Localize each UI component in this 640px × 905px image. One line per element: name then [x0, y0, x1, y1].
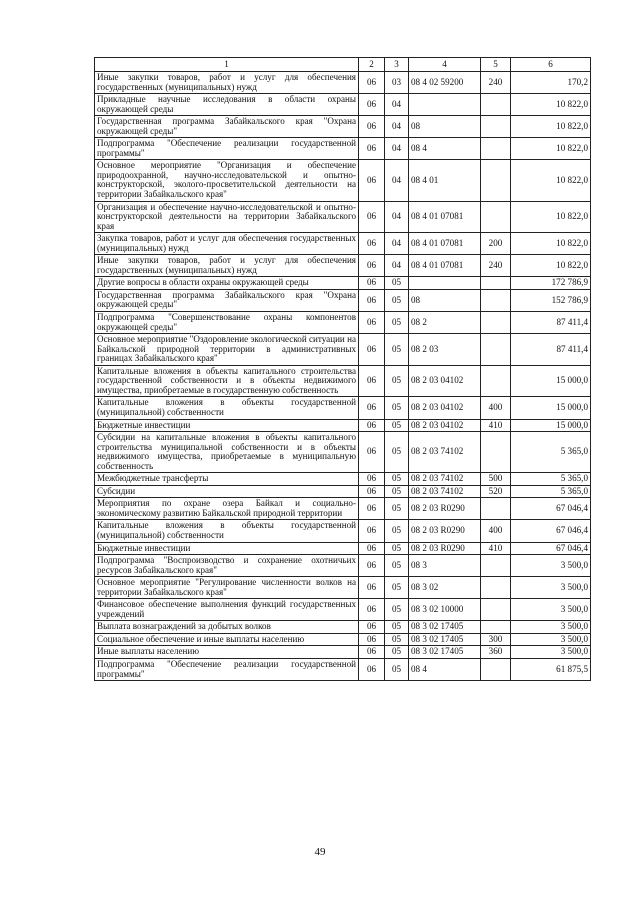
cell-rz: 06: [359, 72, 385, 94]
cell-vr: [481, 312, 511, 334]
cell-name: Бюджетные инвестиции: [95, 542, 359, 555]
cell-vr: 240: [481, 72, 511, 94]
table-row: [95, 277, 591, 290]
cell-csr: 08 3 02 17405: [409, 633, 481, 646]
cell-csr: 08 2 03 R0290: [409, 498, 481, 520]
cell-rz: 06: [359, 255, 385, 277]
cell-pr: 05: [385, 599, 409, 621]
cell-vr: [481, 116, 511, 138]
budget-table: [94, 57, 591, 681]
cell-name: Организация и обеспечение научно-исследовательской и опытно-конструкторской деятельности на территории Забайкальского края: [95, 201, 359, 233]
header-cell-rz: 2: [359, 58, 385, 72]
cell-csr: 08 2 03 R0290: [409, 542, 481, 555]
table-row: [95, 72, 591, 94]
cell-pr: 03: [385, 72, 409, 94]
cell-vr: 360: [481, 646, 511, 659]
cell-csr: 08: [409, 289, 481, 311]
cell-sum: 10 822,0: [511, 233, 591, 255]
table-row: [95, 116, 591, 138]
cell-sum: 10 822,0: [511, 201, 591, 233]
cell-sum: 10 822,0: [511, 94, 591, 116]
cell-csr: 08 2: [409, 312, 481, 334]
cell-vr: 410: [481, 542, 511, 555]
cell-pr: 05: [385, 658, 409, 680]
cell-vr: [481, 498, 511, 520]
cell-vr: [481, 201, 511, 233]
cell-pr: 04: [385, 94, 409, 116]
table-row: [95, 577, 591, 599]
cell-csr: 08 2 03 74102: [409, 485, 481, 498]
cell-rz: 06: [359, 577, 385, 599]
cell-name: Закупка товаров, работ и услуг для обеспечения государственных (муниципальных) нужд: [95, 233, 359, 255]
cell-pr: 05: [385, 485, 409, 498]
table-row: [95, 419, 591, 432]
cell-csr: 08 4 01 07081: [409, 201, 481, 233]
cell-vr: 410: [481, 419, 511, 432]
cell-sum: 61 875,5: [511, 658, 591, 680]
cell-sum: 3 500,0: [511, 555, 591, 577]
cell-pr: 05: [385, 633, 409, 646]
cell-csr: [409, 94, 481, 116]
cell-name: Капитальные вложения в объекты государственной (муниципальной) собственности: [95, 520, 359, 542]
cell-name: Подпрограмма "Совершенствование охраны компонентов окружающей среды": [95, 312, 359, 334]
cell-name: Выплата вознаграждений за добытых волков: [95, 621, 359, 634]
cell-sum: 152 786,9: [511, 289, 591, 311]
cell-name: Субсидии: [95, 485, 359, 498]
cell-vr: 400: [481, 397, 511, 419]
cell-sum: 5 365,0: [511, 432, 591, 473]
table-row: [95, 201, 591, 233]
cell-name: Другие вопросы в области охраны окружающей среды: [95, 277, 359, 290]
cell-rz: 06: [359, 365, 385, 397]
cell-rz: 06: [359, 334, 385, 366]
cell-sum: 10 822,0: [511, 138, 591, 160]
cell-sum: 15 000,0: [511, 419, 591, 432]
cell-csr: 08: [409, 116, 481, 138]
cell-csr: 08 2 03: [409, 334, 481, 366]
cell-vr: 500: [481, 473, 511, 486]
cell-rz: 06: [359, 233, 385, 255]
cell-rz: 06: [359, 646, 385, 659]
table-row: [95, 473, 591, 486]
cell-vr: [481, 432, 511, 473]
cell-vr: [481, 577, 511, 599]
cell-vr: 520: [481, 485, 511, 498]
header-cell-sum: 6: [511, 58, 591, 72]
cell-rz: 06: [359, 599, 385, 621]
header-cell-name: 1: [95, 58, 359, 72]
cell-rz: 06: [359, 658, 385, 680]
cell-vr: [481, 94, 511, 116]
cell-name: Подпрограмма "Обеспечение реализации государственной программы": [95, 658, 359, 680]
cell-csr: 08 3 02 10000: [409, 599, 481, 621]
page-number: 49: [314, 846, 326, 858]
cell-pr: 05: [385, 397, 409, 419]
cell-vr: [481, 621, 511, 634]
cell-sum: 3 500,0: [511, 621, 591, 634]
table-row: [95, 520, 591, 542]
table-row: [95, 397, 591, 419]
cell-sum: 10 822,0: [511, 255, 591, 277]
cell-csr: 08 4 02 59200: [409, 72, 481, 94]
table-row: [95, 621, 591, 634]
cell-name: Подпрограмма "Воспроизводство и сохранение охотничьих ресурсов Забайкальского края": [95, 555, 359, 577]
cell-name: Бюджетные инвестиции: [95, 419, 359, 432]
table-row: [95, 599, 591, 621]
cell-csr: 08 2 03 04102: [409, 365, 481, 397]
cell-rz: 06: [359, 498, 385, 520]
cell-sum: 10 822,0: [511, 160, 591, 201]
table-row: [95, 498, 591, 520]
cell-rz: 06: [359, 520, 385, 542]
cell-vr: [481, 289, 511, 311]
cell-csr: 08 3: [409, 555, 481, 577]
cell-name: Финансовое обеспечение выполнения функций государственных учреждений: [95, 599, 359, 621]
table-row: [95, 646, 591, 659]
cell-sum: 5 365,0: [511, 473, 591, 486]
cell-rz: 06: [359, 138, 385, 160]
cell-name: Иные закупки товаров, работ и услуг для обеспечения государственных (муниципальных) нужд: [95, 72, 359, 94]
cell-pr: 05: [385, 334, 409, 366]
table-row: [95, 160, 591, 201]
cell-vr: [481, 277, 511, 290]
cell-vr: [481, 599, 511, 621]
cell-vr: [481, 365, 511, 397]
cell-pr: 05: [385, 577, 409, 599]
cell-csr: 08 4: [409, 138, 481, 160]
cell-sum: 87 411,4: [511, 334, 591, 366]
cell-sum: 10 822,0: [511, 116, 591, 138]
cell-name: Основное мероприятие "Организация и обеспечение природоохранной, научно-исследовательской и опытно-конструкторской, эколого-просветительской деятельности на территории Забайкальского края": [95, 160, 359, 201]
table-row: [95, 658, 591, 680]
cell-pr: 05: [385, 473, 409, 486]
cell-name: Капитальные вложения в объекты государственной (муниципальной) собственности: [95, 397, 359, 419]
cell-sum: 67 046,4: [511, 520, 591, 542]
cell-vr: [481, 334, 511, 366]
cell-sum: 172 786,9: [511, 277, 591, 290]
header-row: [95, 58, 591, 72]
cell-csr: 08 3 02 17405: [409, 621, 481, 634]
cell-vr: [481, 658, 511, 680]
cell-pr: 04: [385, 201, 409, 233]
cell-rz: 06: [359, 419, 385, 432]
cell-vr: [481, 138, 511, 160]
cell-pr: 05: [385, 289, 409, 311]
cell-sum: 67 046,4: [511, 498, 591, 520]
cell-csr: 08 2 03 74102: [409, 432, 481, 473]
table-row: [95, 365, 591, 397]
cell-csr: 08 4 01 07081: [409, 233, 481, 255]
cell-vr: 240: [481, 255, 511, 277]
cell-name: Субсидии на капитальные вложения в объекты капитального строительства муниципальной собственности и в объекты недвижимого имущества, приобретаемые в муниципальную собственность: [95, 432, 359, 473]
cell-csr: 08 4 01: [409, 160, 481, 201]
cell-csr: 08 2 03 04102: [409, 397, 481, 419]
cell-rz: 06: [359, 160, 385, 201]
cell-pr: 05: [385, 621, 409, 634]
table-row: [95, 485, 591, 498]
cell-pr: 05: [385, 646, 409, 659]
cell-vr: [481, 160, 511, 201]
table-row: [95, 94, 591, 116]
cell-csr: 08 4: [409, 658, 481, 680]
table-row: [95, 334, 591, 366]
cell-sum: 3 500,0: [511, 633, 591, 646]
cell-pr: 05: [385, 520, 409, 542]
cell-pr: 05: [385, 555, 409, 577]
cell-sum: 170,2: [511, 72, 591, 94]
cell-name: Государственная программа Забайкальского края "Охрана окружающей среды": [95, 289, 359, 311]
table-body: [95, 72, 591, 681]
cell-pr: 05: [385, 542, 409, 555]
header-cell-pr: 3: [385, 58, 409, 72]
cell-csr: 08 2 03 04102: [409, 419, 481, 432]
cell-rz: 06: [359, 201, 385, 233]
cell-name: Прикладные научные исследования в области охраны окружающей среды: [95, 94, 359, 116]
table-row: [95, 255, 591, 277]
cell-vr: 300: [481, 633, 511, 646]
cell-rz: 06: [359, 312, 385, 334]
cell-pr: 04: [385, 138, 409, 160]
cell-sum: 87 411,4: [511, 312, 591, 334]
header-cell-csr: 4: [409, 58, 481, 72]
cell-name: Подпрограмма "Обеспечение реализации государственной программы": [95, 138, 359, 160]
cell-sum: 15 000,0: [511, 397, 591, 419]
table-row: [95, 312, 591, 334]
cell-rz: 06: [359, 277, 385, 290]
cell-csr: 08 2 03 74102: [409, 473, 481, 486]
table-row: [95, 633, 591, 646]
cell-name: Социальное обеспечение и иные выплаты населению: [95, 633, 359, 646]
cell-rz: 06: [359, 432, 385, 473]
cell-pr: 04: [385, 233, 409, 255]
cell-sum: 5 365,0: [511, 485, 591, 498]
cell-name: Иные выплаты населению: [95, 646, 359, 659]
cell-name: Мероприятия по охране озера Байкал и социально-экономическому развитию Байкальской природной территории: [95, 498, 359, 520]
cell-pr: 05: [385, 312, 409, 334]
table-row: [95, 542, 591, 555]
table-row: [95, 233, 591, 255]
header-cell-vr: 5: [481, 58, 511, 72]
table-row: [95, 138, 591, 160]
cell-rz: 06: [359, 473, 385, 486]
cell-vr: 200: [481, 233, 511, 255]
cell-name: Межбюджетные трансферты: [95, 473, 359, 486]
table-row: [95, 432, 591, 473]
cell-name: Капитальные вложения в объекты капитального строительства государственной собственности и в объекты недвижимого имущества, приобретаемые в государственную собственность: [95, 365, 359, 397]
cell-sum: 67 046,4: [511, 542, 591, 555]
cell-rz: 06: [359, 94, 385, 116]
cell-pr: 05: [385, 419, 409, 432]
table-row: [95, 289, 591, 311]
cell-vr: 400: [481, 520, 511, 542]
cell-rz: 06: [359, 633, 385, 646]
cell-csr: 08 3 02 17405: [409, 646, 481, 659]
cell-name: Основное мероприятие "Регулирование численности волков на территории Забайкальского края": [95, 577, 359, 599]
cell-vr: [481, 555, 511, 577]
cell-pr: 05: [385, 277, 409, 290]
cell-pr: 05: [385, 432, 409, 473]
cell-name: Государственная программа Забайкальского края "Охрана окружающей среды": [95, 116, 359, 138]
cell-rz: 06: [359, 289, 385, 311]
cell-csr: [409, 277, 481, 290]
table-row: [95, 555, 591, 577]
cell-rz: 06: [359, 542, 385, 555]
cell-pr: 04: [385, 255, 409, 277]
cell-rz: 06: [359, 116, 385, 138]
cell-name: Основное мероприятие "Оздоровление экологической ситуации на Байкальской природной территории в административных границах Забайкальского края": [95, 334, 359, 366]
cell-rz: 06: [359, 555, 385, 577]
cell-rz: 06: [359, 397, 385, 419]
cell-pr: 04: [385, 160, 409, 201]
cell-rz: 06: [359, 485, 385, 498]
cell-rz: 06: [359, 621, 385, 634]
cell-pr: 05: [385, 498, 409, 520]
cell-csr: 08 4 01 07081: [409, 255, 481, 277]
cell-pr: 05: [385, 365, 409, 397]
cell-csr: 08 2 03 R0290: [409, 520, 481, 542]
cell-name: Иные закупки товаров, работ и услуг для обеспечения государственных (муниципальных) нужд: [95, 255, 359, 277]
cell-csr: 08 3 02: [409, 577, 481, 599]
cell-sum: 3 500,0: [511, 599, 591, 621]
cell-sum: 15 000,0: [511, 365, 591, 397]
cell-pr: 04: [385, 116, 409, 138]
cell-sum: 3 500,0: [511, 646, 591, 659]
cell-sum: 3 500,0: [511, 577, 591, 599]
